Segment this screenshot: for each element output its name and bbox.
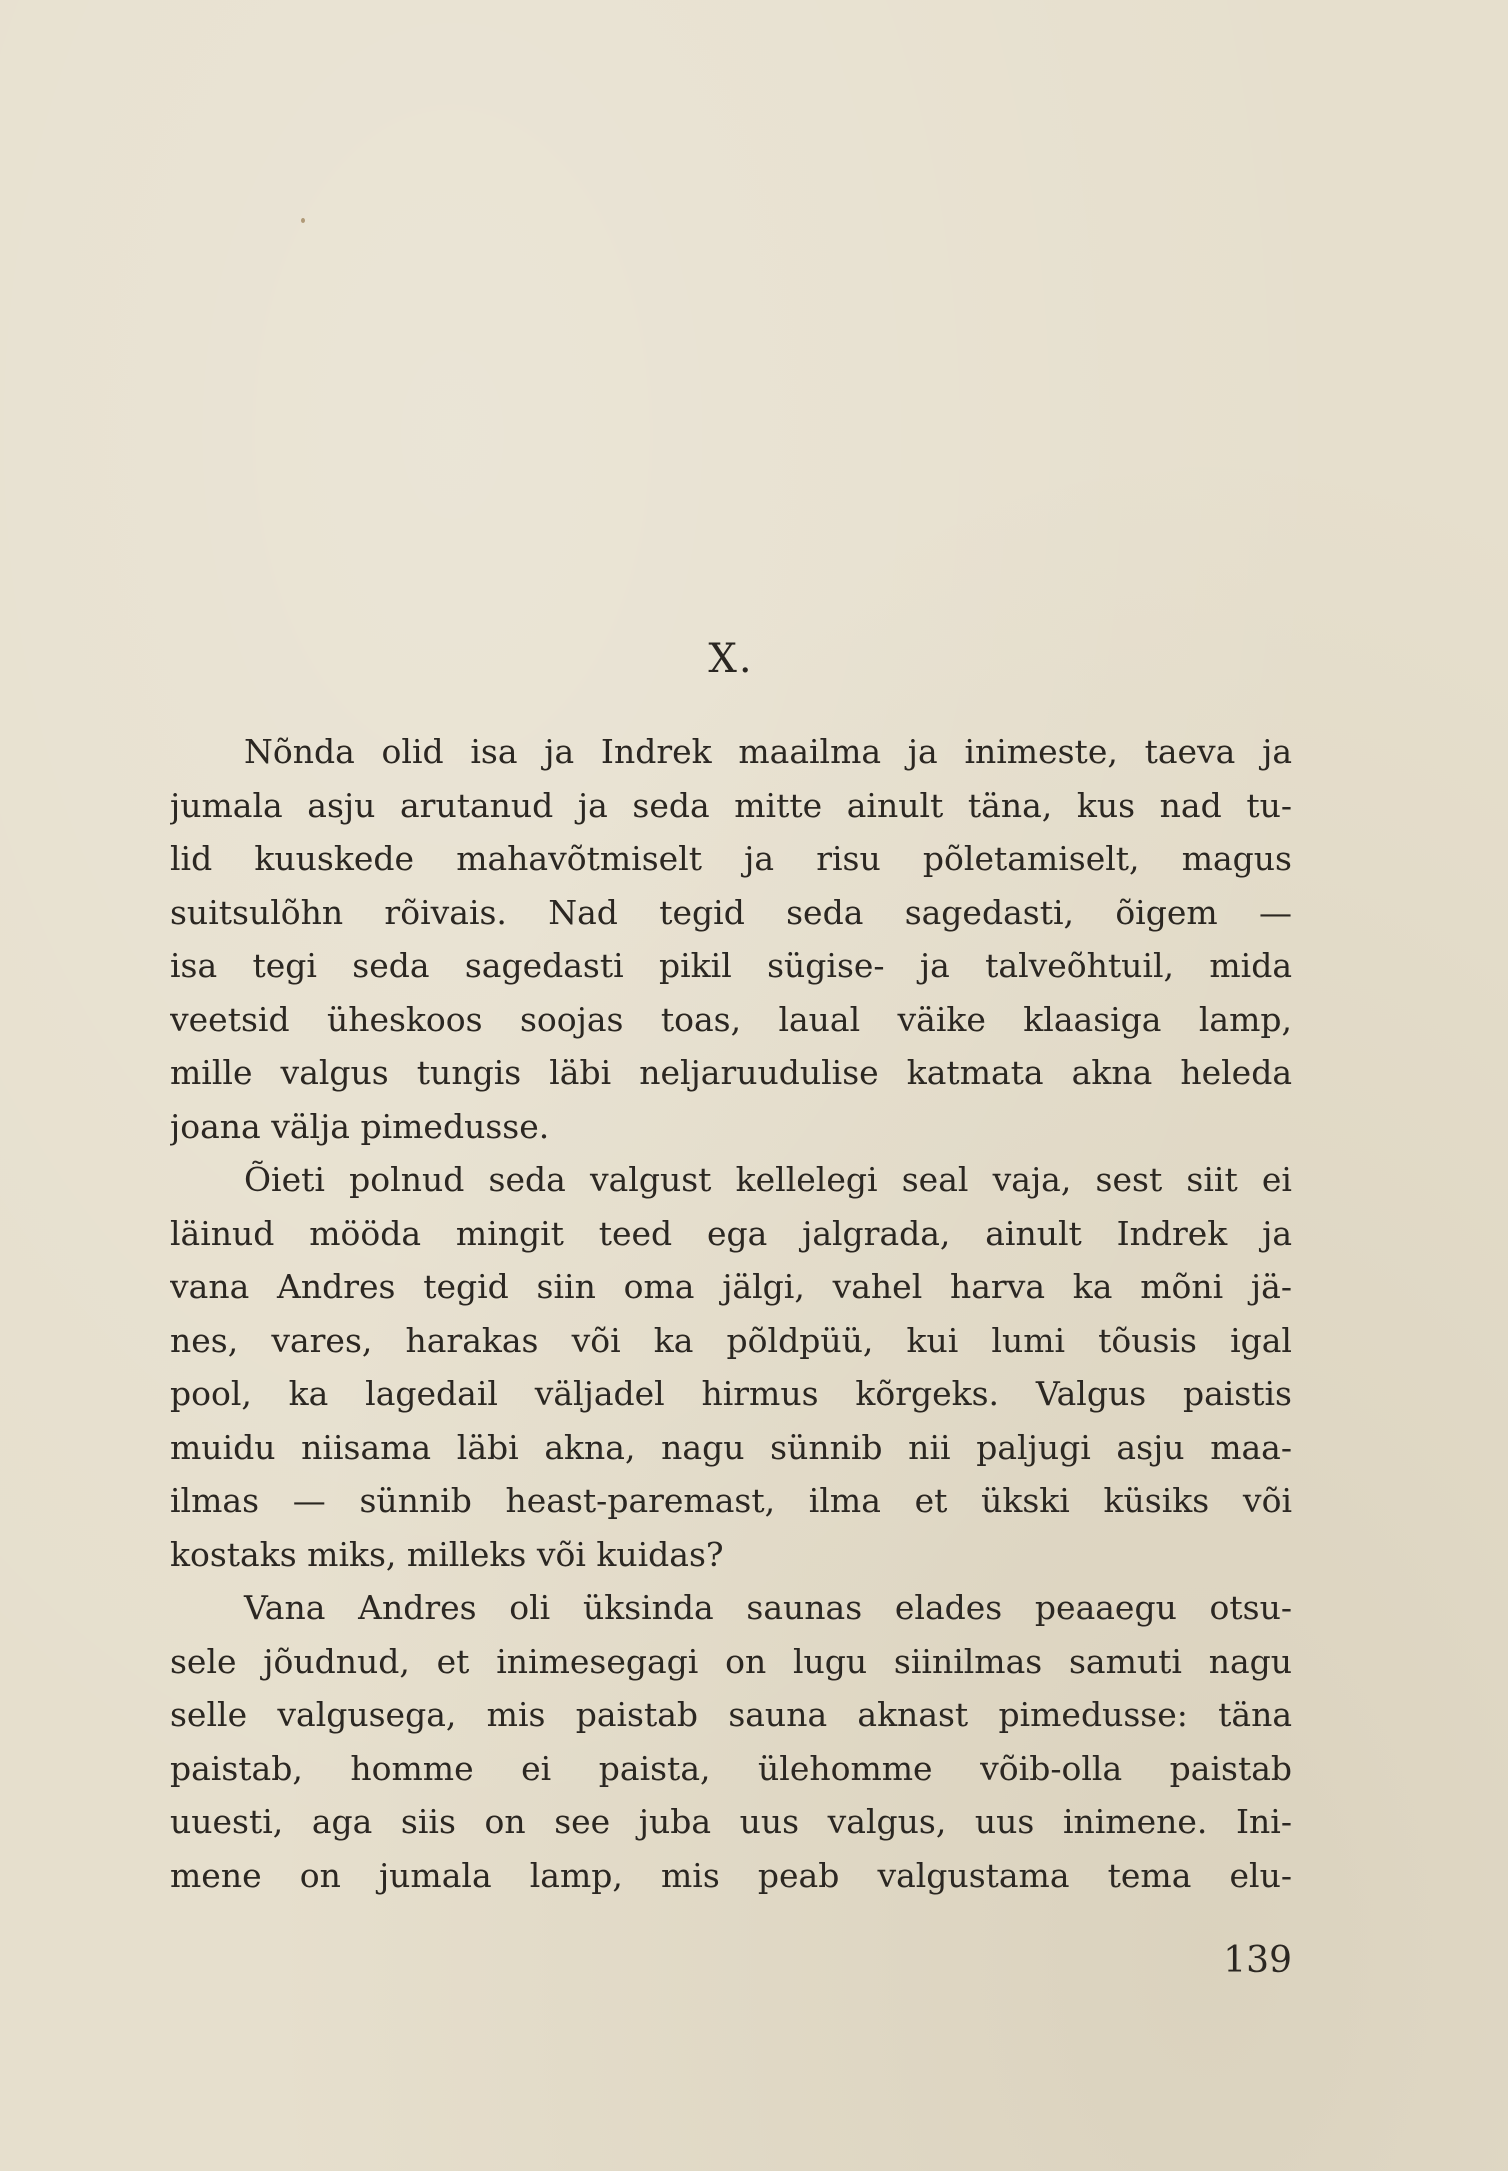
page-number: 139 xyxy=(1223,1940,1292,1981)
text-line: kostaks miks, milleks või kuidas? xyxy=(170,1534,724,1574)
text-line: ilmas — sünnib heast-paremast, ilma et ükski küsiks või xyxy=(170,1481,1292,1520)
text-line: paistab, homme ei paista, ülehomme võib-olla paistab xyxy=(170,1748,1292,1788)
paper-speck xyxy=(301,218,305,223)
text-line: Vana Andres oli üksinda saunas elades peaaegu otsu- xyxy=(244,1588,1292,1627)
text-line: nes, vares, harakas või ka põldpüü, kui lumi tõusis igal xyxy=(170,1320,1292,1360)
text-line: isa tegi seda sagedasti pikil sügise- ja talveõhtuil, mida xyxy=(170,946,1292,985)
text-line: sele jõudnud, et inimesegagi on lugu siinilmas samuti nagu xyxy=(170,1641,1292,1681)
text-line: uuesti, aga siis on see juba uus valgus, uus inimene. Ini- xyxy=(170,1802,1292,1841)
text-line: mille valgus tungis läbi neljaruudulise katmata akna heleda xyxy=(170,1053,1292,1092)
text-line: muidu niisama läbi akna, nagu sünnib nii paljugi asju maa- xyxy=(170,1427,1292,1467)
text-line: vana Andres tegid siin oma jälgi, vahel harva ka mõni jä- xyxy=(170,1267,1292,1306)
chapter-heading: X. xyxy=(708,636,754,682)
text-line: suitsulõhn rõivais. Nad tegid seda sagedasti, õigem — xyxy=(170,892,1292,932)
text-line: joana välja pimedusse. xyxy=(170,1106,550,1146)
text-line: jumala asju arutanud ja seda mitte ainult täna, kus nad tu- xyxy=(170,785,1292,825)
text-line: selle valgusega, mis paistab sauna aknast pimedusse: täna xyxy=(170,1695,1292,1734)
body-text xyxy=(170,725,1292,1902)
text-line: Nõnda olid isa ja Indrek maailma ja inimeste, taeva ja xyxy=(244,732,1292,771)
text-line: mene on jumala lamp, mis peab valgustama tema elu- xyxy=(170,1855,1292,1895)
text-line: läinud mööda mingit teed ega jalgrada, ainult Indrek ja xyxy=(170,1213,1292,1253)
text-line: pool, ka lagedail väljadel hirmus kõrgeks. Valgus paistis xyxy=(170,1374,1292,1413)
text-line: lid kuuskede mahavõtmiselt ja risu põletamiselt, magus xyxy=(170,839,1292,878)
text-line: Õieti polnud seda valgust kellelegi seal vaja, sest siit ei xyxy=(244,1160,1292,1199)
text-line: veetsid üheskoos soojas toas, laual väike klaasiga lamp, xyxy=(170,999,1292,1039)
